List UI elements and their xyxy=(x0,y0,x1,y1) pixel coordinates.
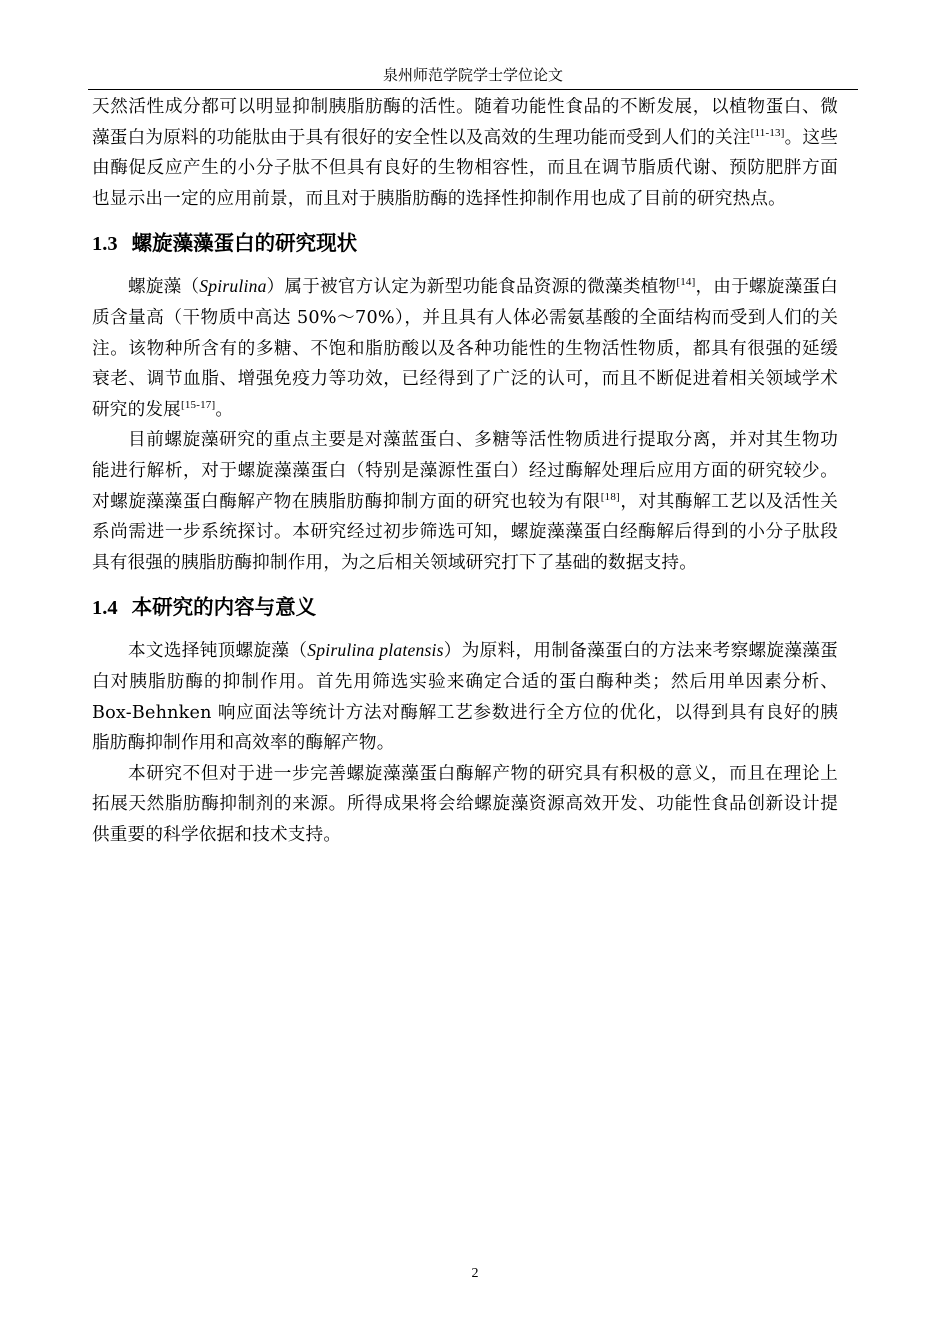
paragraph-text: 。 xyxy=(215,399,234,420)
paragraph-text: ）属于被官方认定为新型功能食品资源的微藻类植物 xyxy=(266,277,677,298)
paragraph-text: ，由于螺旋藻蛋白质含量高（干物质中高达 50%～70%），并且具有人体必需氨基酸的全面结构而受到人们的关注。该物种所含有的多糖、不饱和脂肪酸以及各种功能性的生物活性物质，都具有很强的延缓衰老、调节血脂、增强免疫力等功效，已经得到了广泛的认可，而且不断促进着相关领域学术研究的发展 xyxy=(92,277,838,420)
species-name-italic: Spirulina xyxy=(199,276,267,297)
paragraph-1-3-1 xyxy=(92,271,838,425)
species-name-italic: Spirulina platensis xyxy=(307,640,444,661)
paragraph-text: 螺旋藻（ xyxy=(128,277,200,298)
section-heading-1-3 xyxy=(92,228,838,259)
page-number: 2 xyxy=(471,1266,479,1281)
paragraph-1-4-1 xyxy=(92,635,838,758)
paragraph-text: ，对其酶解工艺以及活性关系尚需进一步系统探讨。本研究经过初步筛选可知，螺旋藻藻蛋白经酶解后得到的小分子肽段具有很强的胰脂肪酶抑制作用，为之后相关领域研究打下了基础的数据支持。 xyxy=(92,491,838,573)
intro-text-1: 天然活性成分都可以明显抑制胰脂肪酶的活性。随着功能性食品的不断发展，以植物蛋白、微藻蛋白为原料的功能肽由于具有很好的安全性以及高效的生理功能而受到人们的关注 xyxy=(92,97,838,148)
citation-11-13: [11-13] xyxy=(750,126,785,139)
paragraph-text: 本研究不但对于进一步完善螺旋藻藻蛋白酶解产物的研究具有积极的意义，而且在理论上拓展天然脂肪酶抑制剂的来源。所得成果将会给螺旋藻资源高效开发、功能性食品创新设计提供重要的科学依据和技术支持。 xyxy=(92,763,838,845)
section-number: 1.3 xyxy=(92,233,118,256)
citation-18: [18] xyxy=(600,490,620,503)
running-header: 泉州师范学院学士学位论文 xyxy=(382,66,563,84)
intro-paragraph xyxy=(92,92,838,214)
paragraph-1-4-2 xyxy=(92,759,838,851)
section-number: 1.4 xyxy=(92,597,118,620)
intro-text-2: 。这些由酶促反应产生的小分子肽不但具有良好的生物相容性，而且在调节脂质代谢、预防肥胖方面也显示出一定的应用前景，而且对于胰脂肪酶的选择性抑制作用也成了目前的研究热点。 xyxy=(92,127,838,209)
paragraph-text: 目前螺旋藻研究的重点主要是对藻蓝蛋白、多糖等活性物质进行提取分离，并对其生物功能进行解析，对于螺旋藻藻蛋白（特别是藻源性蛋白）经过酶解处理后应用方面的研究较少。对螺旋藻藻蛋白酶解产物在胰脂肪酶抑制方面的研究也较为有限 xyxy=(92,430,838,512)
section-heading-1-4 xyxy=(92,592,838,623)
section-title: 本研究的内容与意义 xyxy=(131,595,317,620)
header-rule xyxy=(88,89,858,90)
paragraph-text: ）为原料，用制备藻蛋白的方法来考察螺旋藻藻蛋白对胰脂肪酶的抑制作用。首先用筛选实验来确定合适的蛋白酶种类；然后用单因素分析、Box-Behnken 响应面法等统计方法对酶解工艺参数进行全方位的优化，以得到具有良好的胰脂肪酶抑制作用和高效率的酶解产物。 xyxy=(92,641,838,754)
paragraph-1-3-2 xyxy=(92,425,838,578)
paragraph-text: 本文选择钝顶螺旋藻（ xyxy=(128,641,308,662)
page-body xyxy=(92,92,838,850)
citation-14: [14] xyxy=(676,276,696,289)
citation-15-17: [15-17] xyxy=(180,398,216,411)
section-title: 螺旋藻藻蛋白的研究现状 xyxy=(131,231,358,256)
